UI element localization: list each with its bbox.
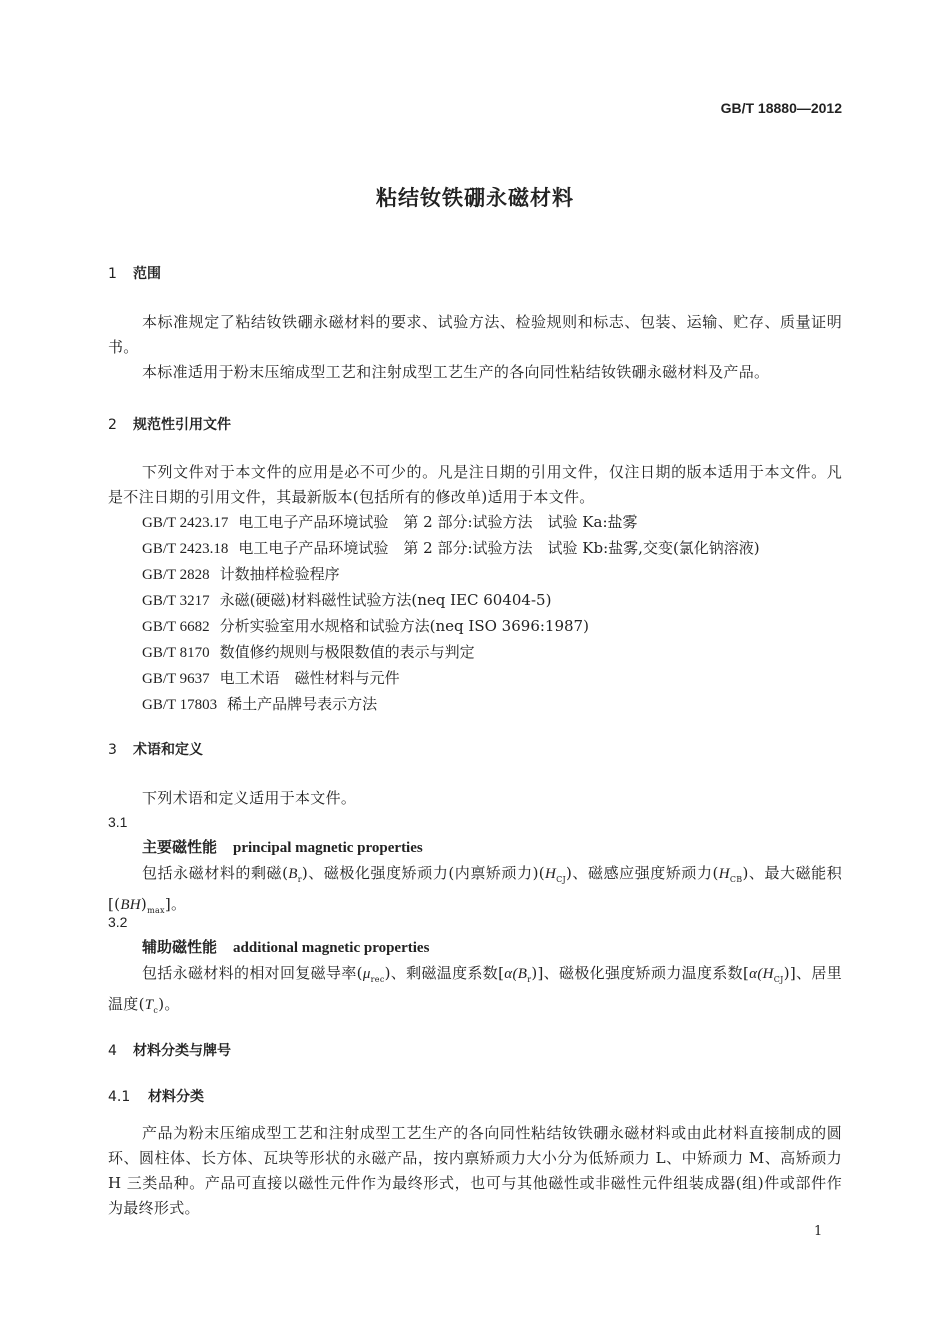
section-4-heading xyxy=(108,1040,231,1060)
reference-item xyxy=(142,536,760,562)
reference-item xyxy=(142,666,760,692)
reference-title: 电工术语 磁性材料与元件 xyxy=(219,669,400,687)
reference-list xyxy=(142,510,760,718)
classification-paragraph: 产品为粉末压缩成型工艺和注射成型工艺生产的各向同性粘结钕铁硼永磁材料或由此材料直接制成的圆环、圆柱体、长方体、瓦块等形状的永磁产品，按内禀矫顽力大小分为低矫顽力 L、中矫顽力 M、高矫顽力 H 三类品种。产品可直接以磁性元件作为最终形式，也可与其他磁性或非磁性元件组装成器(组)件或部件作为最终形式。 xyxy=(108,1124,842,1217)
reference-title: 数值修约规则与极限数值的表示与判定 xyxy=(219,643,475,661)
section-title: 术语和定义 xyxy=(133,742,203,758)
scope-paragraph-1: 本标准规定了粘结钕铁硼永磁材料的要求、试验方法、检验规则和标志、包装、运输、贮存、质量证明书。 xyxy=(108,313,842,356)
term-definition: 包括永磁材料的相对回复磁导率$(\mu_{rec})$、剩磁温度系数$[\alpha(B_r)]$、磁极化强度矫顽力温度系数$[\alpha(H_{CJ})]$、居里温度$(T_c)$。 xyxy=(108,964,843,1015)
section-number: 4 xyxy=(108,1043,117,1059)
section-4-1-heading xyxy=(108,1086,204,1106)
reference-code: GB/T 3217 xyxy=(142,593,210,609)
reference-item xyxy=(142,588,760,614)
standard-number: GB/T 18880—2012 xyxy=(720,100,842,116)
document-title: 粘结钕铁硼永磁材料 xyxy=(376,186,574,210)
reference-title: 分析实验室用水规格和试验方法(neq ISO 3696:1987) xyxy=(219,617,589,635)
section-3-heading xyxy=(108,739,203,759)
reference-item xyxy=(142,510,760,536)
section-number: 4.1 xyxy=(108,1089,131,1105)
terms-intro: 下列术语和定义适用于本文件。 xyxy=(142,789,357,807)
reference-code: GB/T 2828 xyxy=(142,567,210,583)
reference-code: GB/T 6682 xyxy=(142,619,210,635)
term-heading xyxy=(142,936,429,957)
reference-title: 计数抽样检验程序 xyxy=(219,565,340,583)
reference-item xyxy=(142,692,760,718)
reference-item xyxy=(142,562,760,588)
section-title: 材料分类与牌号 xyxy=(133,1043,231,1059)
reference-code: GB/T 8170 xyxy=(142,645,210,661)
reference-title: 电工电子产品环境试验 第 2 部分:试验方法 试验 Ka:盐雾 xyxy=(238,513,638,531)
reference-code: GB/T 2423.18 xyxy=(142,541,229,557)
reference-title: 电工电子产品环境试验 第 2 部分:试验方法 试验 Kb:盐雾,交变(氯化钠溶液) xyxy=(238,539,760,557)
section-title: 规范性引用文件 xyxy=(133,417,231,433)
scope-paragraph-2: 本标准适用于粉末压缩成型工艺和注射成型工艺生产的各向同性粘结钕铁硼永磁材料及产品。 xyxy=(142,363,770,381)
section-2-heading xyxy=(108,414,231,434)
page-number: 1 xyxy=(814,1224,823,1239)
term-zh: 辅助磁性能 xyxy=(142,938,218,956)
term-en: principal magnetic properties xyxy=(233,840,423,856)
section-1-heading xyxy=(108,263,161,283)
reference-title: 永磁(硬磁)材料磁性试验方法(neq IEC 60404-5) xyxy=(219,591,552,609)
reference-code: GB/T 17803 xyxy=(142,697,218,713)
section-title: 材料分类 xyxy=(148,1089,204,1105)
term-en: additional magnetic properties xyxy=(233,940,430,956)
reference-item xyxy=(142,640,760,666)
term-number: 3.1 xyxy=(108,814,128,830)
term-heading xyxy=(142,836,423,857)
term-number: 3.2 xyxy=(108,914,128,930)
term-definition: 包括永磁材料的剩磁$(B_r)$、磁极化强度矫顽力(内禀矫顽力)$(H_{CJ})$、磁感应强度矫顽力$(H_{CB})$、最大磁能积$[(BH)_{max}]$。 xyxy=(108,864,843,915)
reference-code: GB/T 2423.17 xyxy=(142,515,229,531)
reference-item xyxy=(142,614,760,640)
references-intro: 下列文件对于本文件的应用是必不可少的。凡是注日期的引用文件，仅注日期的版本适用于本文件。凡是不注日期的引用文件，其最新版本(包括所有的修改单)适用于本文件。 xyxy=(108,463,842,506)
section-number: 3 xyxy=(108,742,117,758)
term-zh: 主要磁性能 xyxy=(142,838,218,856)
reference-title: 稀土产品牌号表示方法 xyxy=(227,695,378,713)
section-number: 2 xyxy=(108,417,117,433)
section-title: 范围 xyxy=(133,266,161,282)
reference-code: GB/T 9637 xyxy=(142,671,210,687)
section-number: 1 xyxy=(108,266,117,282)
